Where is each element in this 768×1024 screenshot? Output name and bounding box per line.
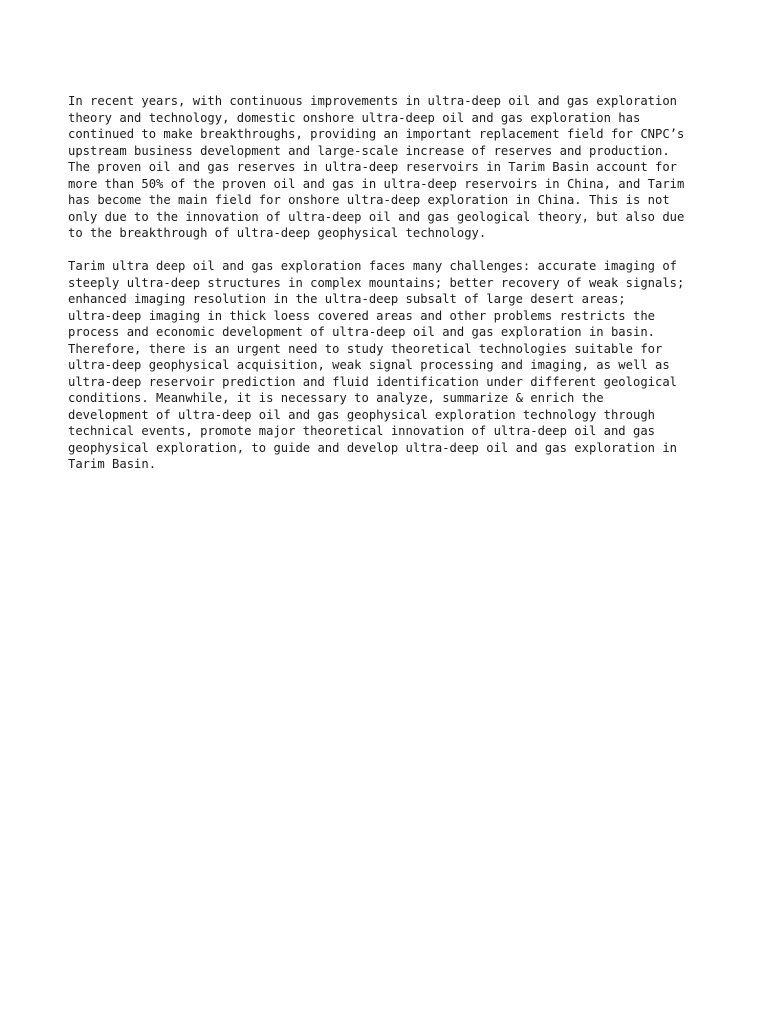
paragraph-1 (68, 93, 708, 242)
text-line: steeply ultra-deep structures in complex mountains; better recovery of weak signals; (68, 275, 685, 290)
text-line: The proven oil and gas reserves in ultra-deep reservoirs in Tarim Basin account for (68, 160, 678, 174)
text-line: technical events, promote major theoretical innovation of ultra-deep oil and gas (68, 424, 655, 438)
text-line: Therefore, there is an urgent need to study theoretical technologies suitable for (68, 341, 663, 356)
text-line: development of ultra-deep oil and gas geophysical exploration technology through (68, 407, 655, 422)
paragraph-2 (68, 258, 708, 473)
text-line: theory and technology, domestic onshore ultra-deep oil and gas exploration has (68, 110, 641, 125)
text-line: process and economic development of ultra-deep oil and gas exploration in basin. (68, 325, 655, 339)
text-line: In recent years, with continuous improvements in ultra-deep oil and gas exploration (68, 94, 678, 108)
text-line: conditions. Meanwhile, it is necessary to analyze, summarize & enrich the (68, 391, 604, 405)
text-line: ultra-deep reservoir prediction and fluid identification under different geological (68, 374, 678, 389)
text-line: enhanced imaging resolution in the ultra-deep subsalt of large desert areas; (68, 292, 626, 306)
text-line: has become the main field for onshore ultra-deep exploration in China. This is not (68, 193, 670, 207)
text-line: ultra-deep imaging in thick loess covered areas and other problems restricts the (68, 308, 655, 323)
text-line: more than 50% of the proven oil and gas in ultra-deep reservoirs in China, and Tarim (68, 176, 685, 191)
text-line: to the breakthrough of ultra-deep geophysical technology. (68, 226, 487, 240)
document-body (68, 93, 708, 473)
text-line: upstream business development and large-scale increase of reserves and production. (68, 143, 670, 158)
text-line: only due to the innovation of ultra-deep oil and gas geological theory, but also due (68, 209, 685, 224)
text-line: Tarim Basin. (68, 457, 157, 471)
text-line: continued to make breakthroughs, providing an important replacement field for CNPC’s (68, 127, 685, 141)
text-line: Tarim ultra deep oil and gas exploration faces many challenges: accurate imaging of (68, 259, 678, 273)
text-line: geophysical exploration, to guide and develop ultra-deep oil and gas exploration in (68, 440, 678, 455)
text-line: ultra-deep geophysical acquisition, weak signal processing and imaging, as well as (68, 358, 670, 372)
